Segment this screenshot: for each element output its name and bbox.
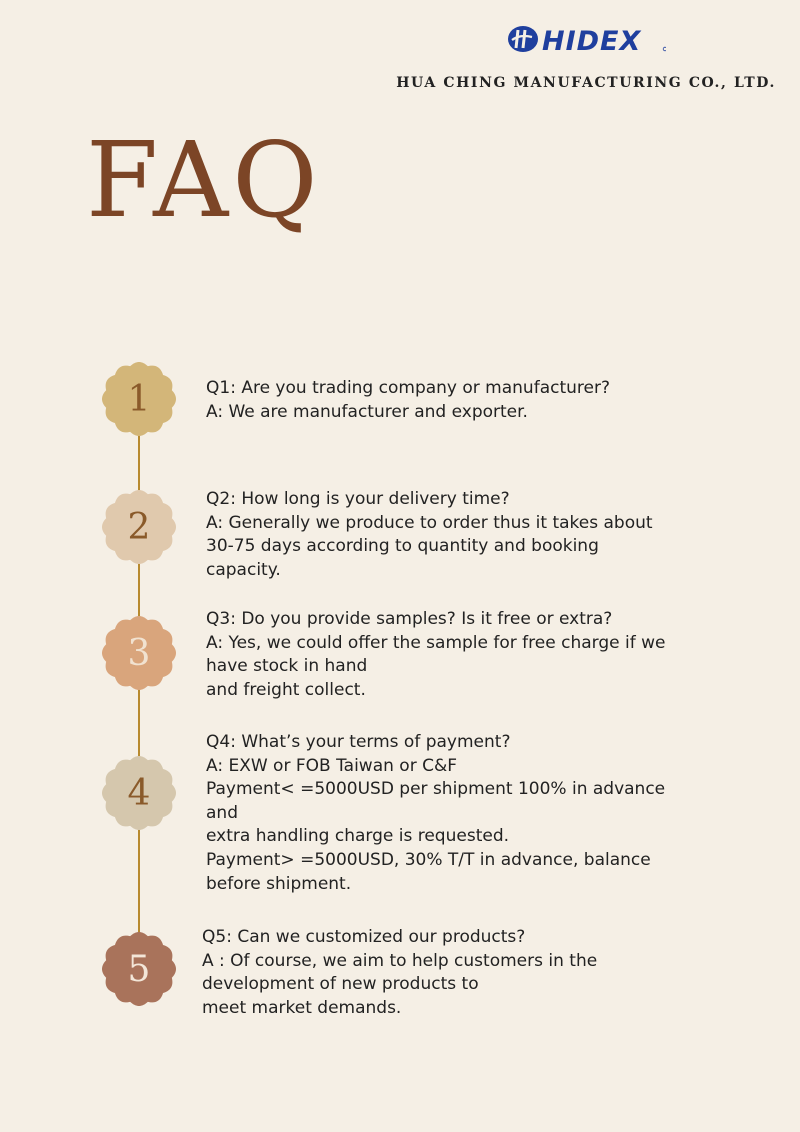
faq-answer-line: meet market demands. xyxy=(202,997,402,1018)
faq-badge-2 xyxy=(100,488,178,566)
faq-answer-line: Payment< =5000USD per shipment 100% in advance xyxy=(206,779,666,800)
badge-number-4: 4 xyxy=(127,772,151,814)
faq-answer-line: A: Generally we produce to order thus it takes about xyxy=(206,512,653,533)
faq-item-5 xyxy=(202,926,682,1020)
faq-item-2 xyxy=(206,488,686,582)
page-title: FAQ xyxy=(86,119,322,241)
faq-question: Q3: Do you provide samples? Is it free or extra? xyxy=(206,609,613,629)
badge-number-1: 1 xyxy=(127,378,151,420)
faq-answer-line: A : Of course, we aim to help customers in the xyxy=(202,950,598,971)
faq-question: Q4: What’s your terms of payment? xyxy=(206,732,511,752)
faq-answer-line: A: Yes, we could offer the sample for free charge if we xyxy=(206,632,666,653)
faq-answer-line: and xyxy=(206,802,238,823)
faq-answer-line: extra handling charge is requested. xyxy=(206,826,510,847)
faq-item-1 xyxy=(206,377,686,424)
faq-question: Q1: Are you trading company or manufacturer? xyxy=(206,378,610,398)
logo-wordmark: HIDEX xyxy=(542,26,642,56)
faq-answer-line: and freight collect. xyxy=(206,679,366,700)
faq-answer-line: A: EXW or FOB Taiwan or C&F xyxy=(206,755,457,776)
faq-badge-1 xyxy=(100,360,178,438)
faq-answer-line: A: We are manufacturer and exporter. xyxy=(206,401,528,422)
company-name: HUA CHING MANUFACTURING CO., LTD. xyxy=(396,75,776,91)
faq-answer-line: have stock in hand xyxy=(206,656,368,677)
hidex-logo xyxy=(506,24,666,56)
faq-answer-line: Payment> =5000USD, 30% T/T in advance, balance xyxy=(206,849,651,870)
faq-answer-line: 30-75 days according to quantity and booking xyxy=(206,536,599,557)
faq-answer-line: before shipment. xyxy=(206,873,352,894)
faq-answer-line: development of new products to xyxy=(202,974,479,995)
badge-number-2: 2 xyxy=(127,506,151,548)
faq-badge-4 xyxy=(100,754,178,832)
badge-number-5: 5 xyxy=(127,948,151,990)
faq-question: Q2: How long is your delivery time? xyxy=(206,489,510,509)
faq-item-4 xyxy=(206,731,686,896)
faq-item-3 xyxy=(206,608,686,702)
faq-badge-5 xyxy=(100,930,178,1008)
badge-number-3: 3 xyxy=(127,632,151,674)
faq-answer-line: capacity. xyxy=(206,559,281,580)
faq-question: Q5: Can we customized our products? xyxy=(202,927,526,947)
faq-badge-3 xyxy=(100,614,178,692)
